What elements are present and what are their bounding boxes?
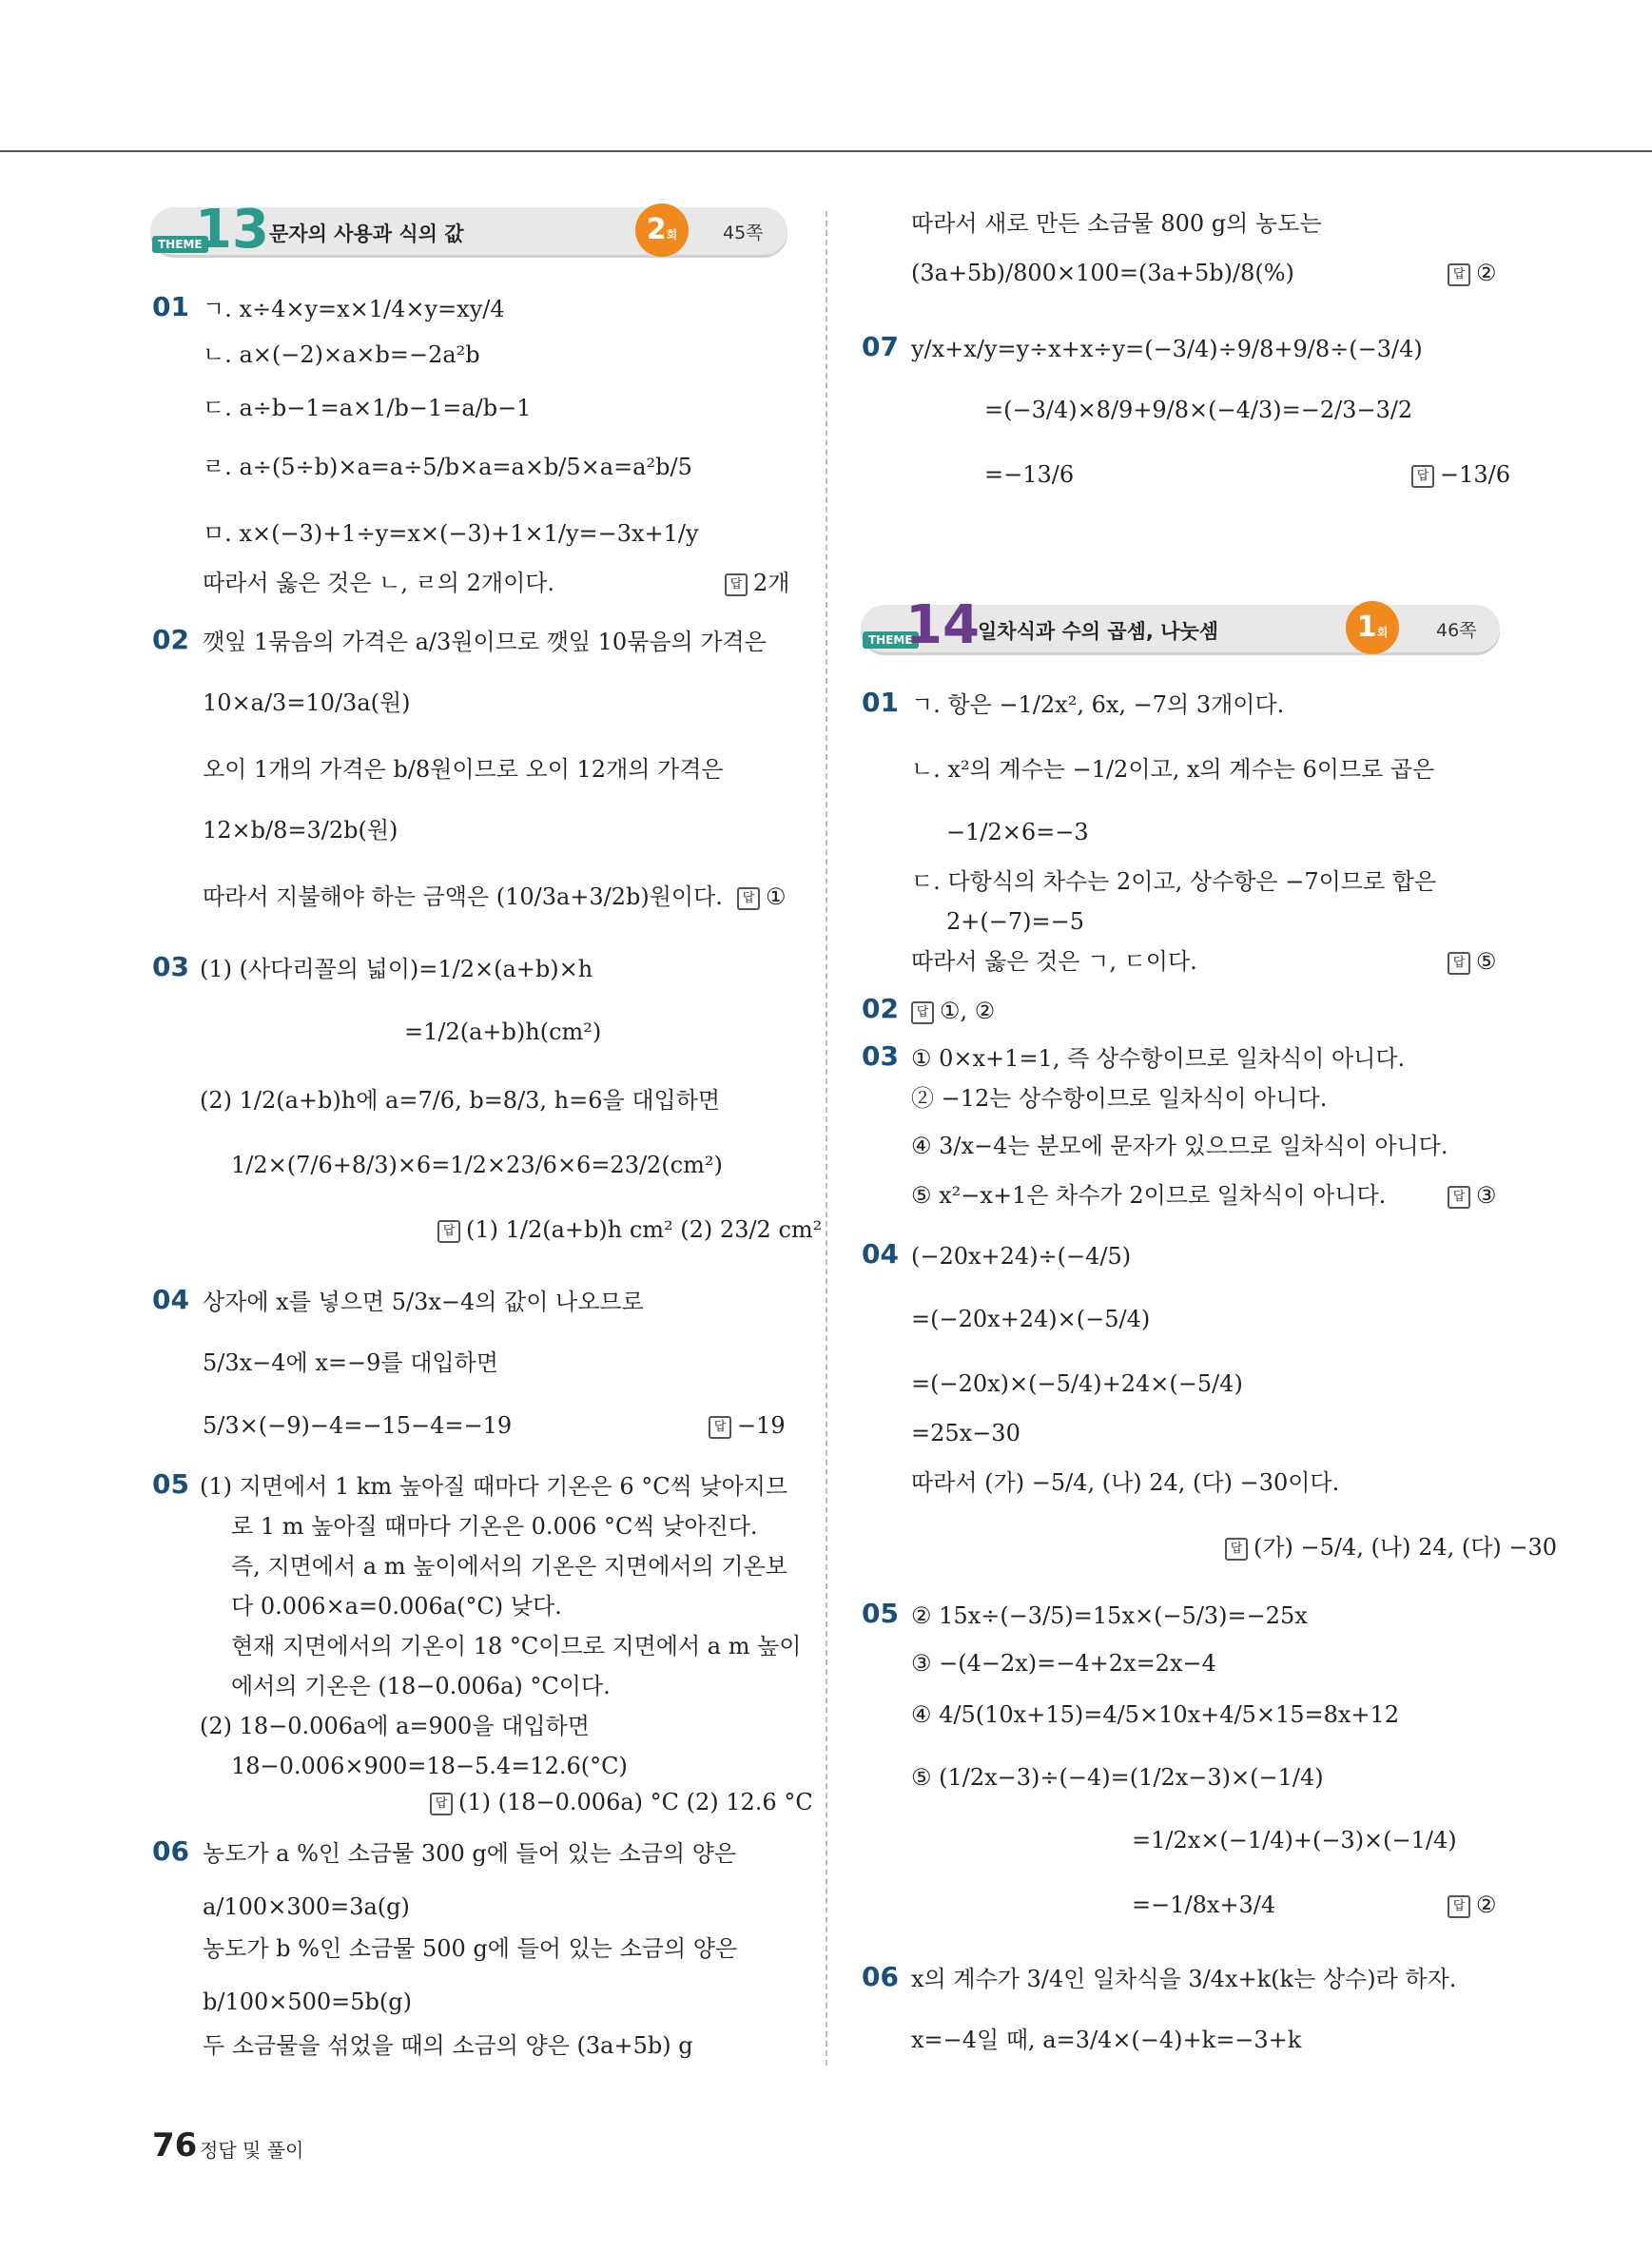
solution-line: 2+(−7)=−5	[946, 908, 1084, 935]
solution-line: ③ −(4−2x)=−4+2x=2x−4	[911, 1650, 1216, 1677]
question-number: 07	[862, 331, 899, 362]
question-number: 04	[862, 1238, 899, 1270]
solution-line: =−1/8x+3/4	[1132, 1892, 1276, 1918]
answer-icon: 답	[437, 1220, 460, 1243]
solution-line: (−20x+24)÷(−4/5)	[911, 1243, 1132, 1270]
question-number: 01	[152, 291, 189, 322]
answer-value: 2개	[753, 570, 790, 596]
question-number: 06	[152, 1835, 189, 1867]
round-number: 1	[1356, 611, 1377, 644]
solution-line: x=−4일 때, a=3/4×(−4)+k=−3+k	[911, 2027, 1302, 2053]
solution-line: 12×b/8=3/2b(원)	[203, 817, 398, 844]
solution-line: x의 계수가 3/4인 일차식을 3/4x+k(k는 상수)라 하자.	[911, 1966, 1457, 1992]
answer-icon: 답	[1448, 263, 1470, 286]
question-number: 05	[152, 1468, 189, 1500]
solution-line: 18−0.006×900=18−5.4=12.6(°C)	[231, 1753, 628, 1779]
answer	[911, 997, 995, 1025]
solution-line: ④ 3/x−4는 분모에 문자가 있으므로 일차식이 아니다.	[911, 1133, 1448, 1159]
solution-line: ⑤ x²−x+1은 차수가 2이므로 일차식이 아니다.	[911, 1182, 1387, 1209]
solution-line: 따라서 옳은 것은 ㄴ, ㄹ의 2개이다.	[203, 570, 555, 596]
answer-icon: 답	[1448, 1895, 1470, 1918]
solution-line: 농도가 a %인 소금물 300 g에 들어 있는 소금의 양은	[203, 1840, 737, 1867]
solution-line: =−13/6	[984, 461, 1075, 488]
solution-line: ㄱ. 항은 −1/2x², 6x, −7의 3개이다.	[911, 691, 1285, 718]
theme-13-page-ref: 45쪽	[723, 223, 764, 243]
page-number: 76	[152, 2126, 198, 2164]
answer-value: ③	[1476, 1182, 1497, 1209]
theme-14-page-ref: 46쪽	[1436, 620, 1477, 641]
answer	[1448, 947, 1497, 976]
solution-line: ㄹ. a÷(5÷b)×a=a÷5/b×a=a×b/5×a=a²b/5	[203, 454, 692, 480]
solution-line: 5/3x−4에 x=−9를 대입하면	[203, 1349, 498, 1376]
round-suffix: 회	[1376, 626, 1389, 639]
solution-line: 따라서 새로 만든 소금물 800 g의 농도는	[911, 210, 1322, 237]
solution-line: 두 소금물을 섞었을 때의 소금의 양은 (3a+5b) g	[203, 2032, 693, 2059]
solution-line: 따라서 지불해야 하는 금액은 (10/3a+3/2b)원이다.	[203, 883, 723, 910]
solution-line: (1) 지면에서 1 km 높아질 때마다 기온은 6 °C씩 낮아지므	[200, 1473, 788, 1500]
solution-line: 5/3×(−9)−4=−15−4=−19	[203, 1412, 513, 1439]
answer-value: (1) 1/2(a+b)h cm² (2) 23/2 cm²	[466, 1216, 823, 1243]
answer-icon: 답	[1448, 1186, 1470, 1209]
answer	[1448, 1891, 1497, 1919]
answer-icon: 답	[1448, 952, 1470, 975]
solution-line: =1/2(a+b)h(cm²)	[404, 1019, 602, 1045]
question-number: 03	[862, 1040, 899, 1072]
answer	[430, 1788, 813, 1816]
solution-line: (1) (사다리꼴의 넓이)=1/2×(a+b)×h	[200, 956, 593, 982]
column-divider	[826, 211, 827, 2066]
answer-value: (1) (18−0.006a) °C (2) 12.6 °C	[458, 1789, 813, 1815]
footer-label: 정답 및 풀이	[200, 2139, 304, 2162]
theme-13-round-badge	[635, 204, 689, 257]
solution-line: y/x+x/y=y÷x+x÷y=(−3/4)÷9/8+9/8÷(−3/4)	[911, 336, 1423, 362]
solution-line: 현재 지면에서의 기온이 18 °C이므로 지면에서 a m 높이	[231, 1633, 802, 1659]
solution-line: ① 0×x+1=1, 즉 상수항이므로 일차식이 아니다.	[911, 1045, 1406, 1072]
solution-line: ② 15x÷(−3/5)=15x×(−5/3)=−25x	[911, 1602, 1308, 1629]
solution-line: =25x−30	[911, 1420, 1020, 1446]
header-rule	[0, 150, 1652, 152]
answer-icon: 답	[430, 1793, 453, 1815]
answer-value: (가) −5/4, (나) 24, (다) −30	[1254, 1534, 1558, 1561]
solution-line: ㄴ. x²의 계수는 −1/2이고, x의 계수는 6이므로 곱은	[911, 756, 1435, 783]
answer	[1411, 460, 1510, 489]
question-number: 03	[152, 951, 189, 982]
theme-14-number: 14	[905, 594, 980, 656]
question-number: 02	[862, 993, 899, 1024]
solution-line: =(−20x+24)×(−5/4)	[911, 1306, 1151, 1332]
solution-line: 따라서 옳은 것은 ㄱ, ㄷ이다.	[911, 948, 1197, 975]
solution-line: ㄱ. x÷4×y=x×1/4×y=xy/4	[203, 296, 505, 322]
answer-icon: 답	[911, 1001, 934, 1024]
theme-14-tag: THEME	[863, 631, 919, 649]
solution-line: ② −12는 상수항이므로 일차식이 아니다.	[911, 1085, 1328, 1112]
solution-line: −1/2×6=−3	[946, 819, 1089, 845]
answer	[725, 569, 789, 597]
theme-14-title: 일차식과 수의 곱셈, 나눗셈	[978, 620, 1219, 643]
solution-line: 로 1 m 높아질 때마다 기온은 0.006 °C씩 낮아진다.	[231, 1513, 758, 1540]
solution-line: (2) 1/2(a+b)h에 a=7/6, b=8/3, h=6을 대입하면	[200, 1087, 721, 1114]
answer	[437, 1215, 822, 1244]
answer-icon: 답	[737, 887, 760, 910]
solution-line: ⑤ (1/2x−3)÷(−4)=(1/2x−3)×(−1/4)	[911, 1764, 1324, 1791]
solution-line: 농도가 b %인 소금물 500 g에 들어 있는 소금의 양은	[203, 1935, 738, 1962]
solution-line: 에서의 기온은 (18−0.006a) °C이다.	[231, 1673, 611, 1699]
answer-value: ②	[1476, 1892, 1497, 1918]
answer-value: ②	[1476, 260, 1497, 286]
answer	[1225, 1533, 1557, 1562]
answer-icon: 답	[709, 1416, 731, 1439]
solution-line: 10×a/3=10/3a(원)	[203, 689, 411, 716]
solution-line: ㄷ. a÷b−1=a×1/b−1=a/b−1	[203, 395, 532, 421]
answer	[1448, 259, 1497, 287]
solution-line: ㄴ. a×(−2)×a×b=−2a²b	[203, 341, 480, 368]
answer-value: −13/6	[1440, 461, 1511, 488]
theme-13-title: 문자의 사용과 식의 값	[269, 223, 464, 245]
question-number: 05	[862, 1598, 899, 1629]
question-number: 04	[152, 1284, 189, 1315]
theme-14-round-badge	[1346, 601, 1399, 654]
solution-line: 1/2×(7/6+8/3)×6=1/2×23/6×6=23/2(cm²)	[231, 1152, 723, 1178]
answer-value: −19	[737, 1412, 786, 1439]
answer-value: ①, ②	[940, 998, 996, 1024]
question-number: 06	[862, 1961, 899, 1992]
solution-line: 상자에 x를 넣으면 5/3x−4의 값이 나오므로	[203, 1289, 644, 1315]
solution-line: 깻잎 1묶음의 가격은 a/3원이므로 깻잎 10묶음의 가격은	[203, 629, 767, 655]
theme-13-tag: THEME	[152, 236, 208, 253]
solution-line: a/100×300=3a(g)	[203, 1893, 410, 1920]
answer	[709, 1411, 786, 1440]
solution-line: ㅁ. x×(−3)+1÷y=x×(−3)+1×1/y=−3x+1/y	[203, 520, 699, 547]
answer-value: ①	[766, 883, 787, 910]
question-number: 02	[152, 624, 189, 655]
answer	[1448, 1181, 1497, 1210]
round-number: 2	[646, 213, 667, 246]
solution-line: =(−20x)×(−5/4)+24×(−5/4)	[911, 1370, 1243, 1397]
answer-icon: 답	[1225, 1538, 1248, 1561]
solution-line: ㄷ. 다항식의 차수는 2이고, 상수항은 −7이므로 합은	[911, 868, 1437, 895]
solution-line: (2) 18−0.006a에 a=900을 대입하면	[200, 1713, 590, 1739]
solution-line: (3a+5b)/800×100=(3a+5b)/8(%)	[911, 260, 1294, 286]
theme-13-number: 13	[195, 199, 269, 261]
solution-line: ④ 4/5(10x+15)=4/5×10x+4/5×15=8x+12	[911, 1701, 1400, 1728]
answer	[737, 883, 787, 911]
question-number: 01	[862, 687, 899, 718]
solution-line: 즉, 지면에서 a m 높이에서의 기온은 지면에서의 기온보	[231, 1553, 787, 1580]
solution-line: =1/2x×(−1/4)+(−3)×(−1/4)	[1132, 1827, 1457, 1853]
solution-line: 따라서 (가) −5/4, (나) 24, (다) −30이다.	[911, 1469, 1340, 1496]
round-suffix: 회	[666, 228, 678, 242]
solution-line: b/100×500=5b(g)	[203, 1989, 413, 2015]
answer-icon: 답	[725, 573, 748, 596]
answer-icon: 답	[1411, 465, 1434, 488]
solution-line: 오이 1개의 가격은 b/8원이므로 오이 12개의 가격은	[203, 756, 724, 783]
solution-line: 다 0.006×a=0.006a(°C) 낮다.	[231, 1593, 562, 1620]
answer-value: ⑤	[1476, 948, 1497, 975]
solution-line: =(−3/4)×8/9+9/8×(−4/3)=−2/3−3/2	[984, 397, 1413, 423]
